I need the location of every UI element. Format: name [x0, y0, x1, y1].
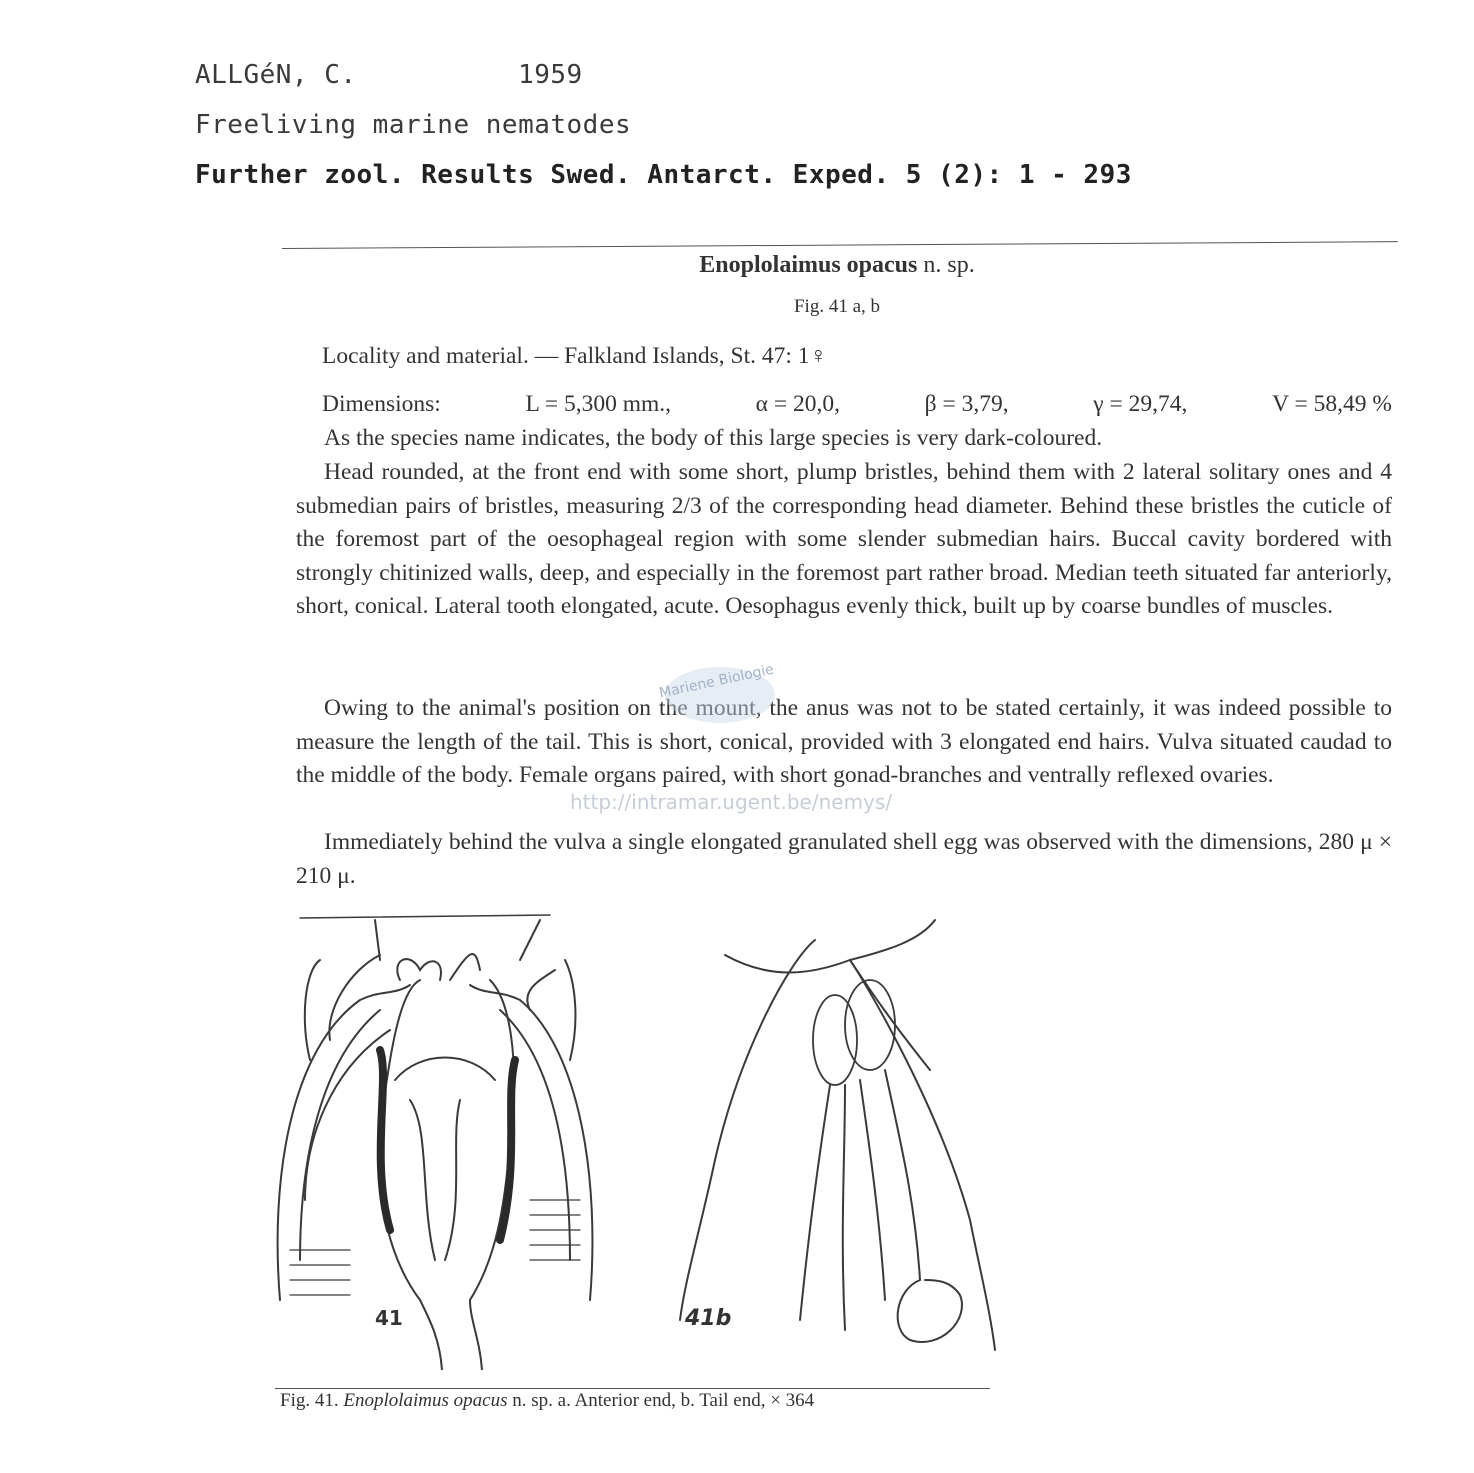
top-rule: [282, 241, 1398, 249]
caption-species: Enoplolaimus opacus: [343, 1390, 508, 1411]
dimension-beta: β = 3,79,: [924, 391, 1009, 417]
body-paragraph-2: Head rounded, at the front end with some short, plump bristles, behind them with 2 lateral solitary ones and 4 submedian pairs of bristles, measuring 2/3 of the corresponding head diameter. Behind these bristles the cuticle of the foremost part of the oesophageal region with some slender submedian hairs. Buccal cavity bordered with strongly chitinized walls, deep, and especially in the foremost part rather broad. Median teeth situated far anteriorly, short, conical. Lateral tooth elongated, acute. Oesophagus evenly thick, built up by coarse bundles of muscles.: [296, 459, 1392, 619]
watermark-url: http://intramar.ugent.be/nemys/: [570, 790, 893, 814]
figure-reference: Fig. 41 a, b: [793, 296, 881, 317]
species-name: Enoplolaimus opacus: [699, 252, 918, 278]
watermark-logo-text: Mariene Biologie: [657, 661, 776, 702]
work-title: Freeliving marine nematodes: [195, 110, 632, 140]
figure-41: [270, 900, 1010, 1370]
body-paragraph-4: Immediately behind the vulva a single elongated granulated shell egg was observed with the dimensions, 280 μ × 210 μ.: [296, 829, 1392, 889]
species-suffix: n. sp.: [917, 252, 975, 278]
caption-prefix: Fig. 41.: [280, 1390, 344, 1411]
figure-caption: [280, 1390, 814, 1412]
dimensions-row: [322, 391, 1392, 418]
species-heading: [0, 252, 1474, 279]
caption-rule: [275, 1388, 990, 1389]
label-41a: 41: [375, 1306, 403, 1330]
author-year-line: [195, 60, 583, 90]
caption-rest: n. sp. a. Anterior end, b. Tail end, × 364: [507, 1390, 815, 1411]
body-paragraph-3: Owing to the animal's position on the mount, the anus was not to be stated certainly, it was indeed possible to measure the length of the tail. This is short, conical, provided with 3 elongated end hairs. Vulva situated caudad to the middle of the body. Female organs paired, with short gonad-branches and ventrally reflexed ovaries.: [296, 695, 1392, 788]
year: 1959: [518, 60, 583, 90]
dimension-V: V = 58,49 %: [1272, 391, 1392, 417]
dimensions-label: Dimensions:: [322, 391, 441, 417]
author: ALLGéN, C.: [195, 60, 357, 90]
body-paragraph-1: As the species name indicates, the body of this large species is very dark-coloured.: [324, 425, 1103, 451]
dimension-alpha: α = 20,0,: [755, 391, 840, 417]
dimension-gamma: γ = 29,74,: [1093, 391, 1188, 417]
dimension-L: L = 5,300 mm.,: [525, 391, 672, 417]
watermark-logo: [640, 650, 800, 730]
figure-41b-tail-end: [680, 920, 995, 1350]
citation: Further zool. Results Swed. Antarct. Exped. 5 (2): 1 - 293: [195, 160, 1132, 190]
label-41b: 41b: [685, 1306, 732, 1331]
locality-paragraph: Locality and material. — Falkland Islands, St. 47: 1♀: [322, 343, 828, 369]
figure-41a-anterior-end: [278, 915, 593, 1370]
